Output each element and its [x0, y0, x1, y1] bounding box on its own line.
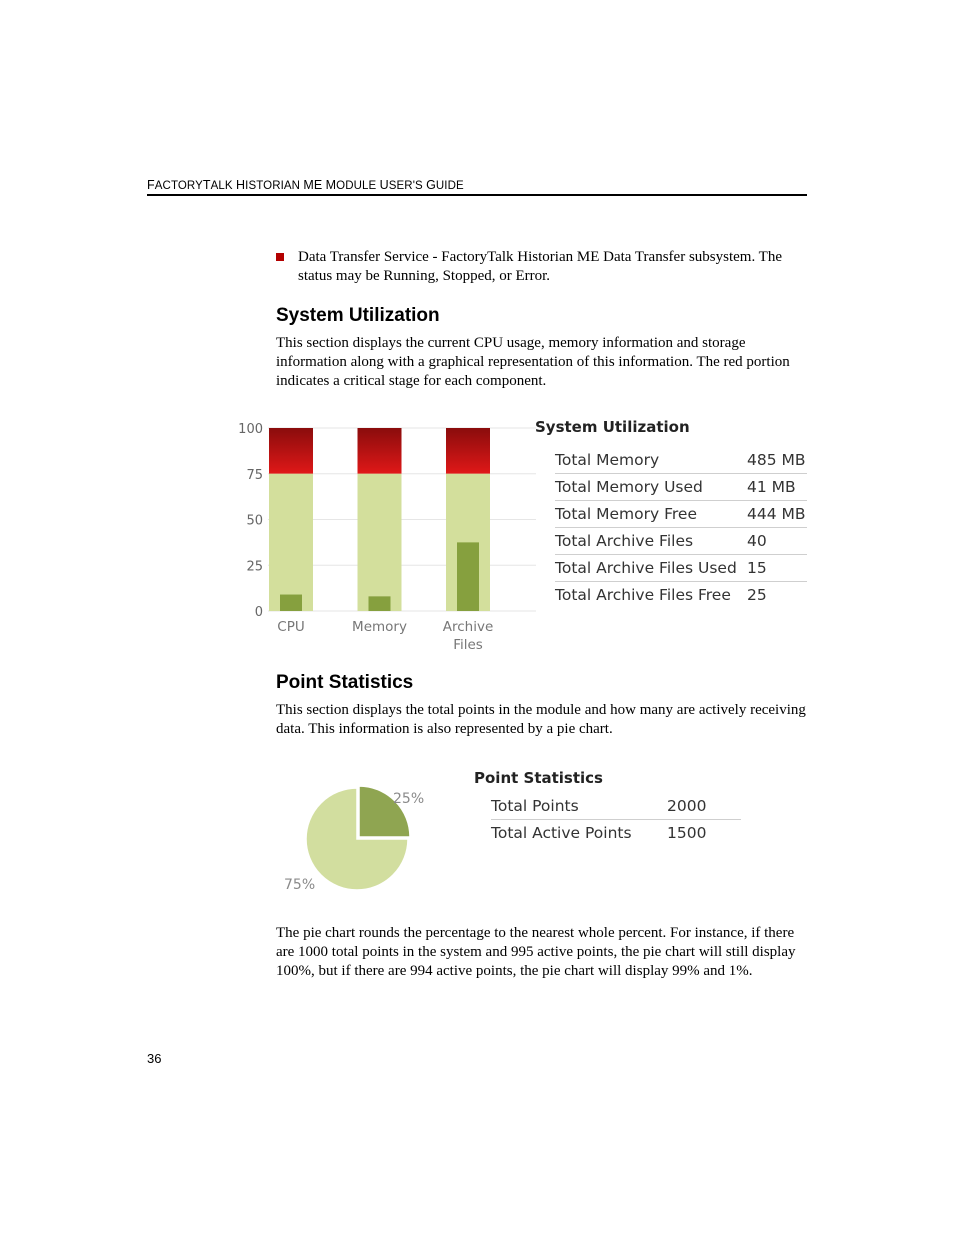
point-statistics-paragraph: This section displays the total points in the module and how many are actively receiving data. This information is also represented by a pie chart. [276, 702, 806, 737]
pie-label: 75% [284, 877, 316, 893]
usage-bar [457, 542, 479, 611]
system-utilization-bar-chart [232, 415, 538, 660]
closing-paragraph: The pie chart rounds the percentage to the nearest whole percent. For instance, if there are 1000 total points in the system and 995 active points, the pie chart will still display 100%, but if there are 994 active points, the pie chart will display 99% and 1%. [276, 925, 796, 979]
system-utilization-label: Total Archive Files [555, 528, 747, 555]
y-tick-label: 100 [238, 422, 263, 437]
system-utilization-label: Total Archive Files Free [555, 586, 731, 604]
usage-bar [280, 595, 302, 611]
running-title: FACTORYTALK HISTORIAN ME MODULE USER'S GUIDE [147, 178, 464, 192]
critical-zone-bar [446, 428, 490, 474]
point-statistics-row [491, 820, 741, 847]
usage-bar [369, 596, 391, 611]
y-tick-label: 25 [246, 559, 263, 575]
bullet-text: Data Transfer Service - FactoryTalk Historian ME Data Transfer subsystem. The status may be Running, Stopped, or Error. [298, 249, 782, 284]
system-utilization-value: 15 [747, 555, 807, 582]
x-tick-label: Memory [352, 619, 407, 635]
system-utilization-value: 444 MB [747, 501, 807, 528]
capacity-bar [358, 474, 402, 611]
point-statistics-row [491, 793, 741, 820]
x-tick-label: CPU [277, 619, 305, 635]
system-utilization-label: Total Memory Free [555, 501, 747, 528]
point-statistics-value: 2000 [667, 793, 741, 820]
point-statistics-label: Total Points [491, 793, 667, 820]
system-utilization-widget-title: System Utilization [535, 418, 690, 436]
point-statistics-label: Total Active Points [491, 824, 632, 842]
system-utilization-paragraph: This section displays the current CPU usage, memory information and storage information along with a graphical representation of this information. The red portion indicates a critical stage for each component. [276, 335, 790, 389]
y-tick-label: 0 [254, 605, 263, 620]
system-utilization-label: Total Memory Used [555, 474, 747, 501]
critical-zone-bar [358, 428, 402, 474]
system-utilization-value: 485 MB [747, 447, 807, 474]
point-statistics-table [491, 793, 741, 846]
system-utilization-row [555, 555, 807, 582]
system-utilization-label: Total Memory [555, 447, 747, 474]
system-utilization-row [555, 501, 807, 528]
point-statistics-widget-title: Point Statistics [474, 769, 603, 787]
page-number: 36 [147, 1051, 162, 1066]
y-tick-label: 50 [246, 513, 263, 529]
bullet-item [276, 248, 806, 286]
x-tick-label: Archive [442, 619, 494, 635]
system-utilization-value: 40 [747, 528, 807, 555]
running-header [147, 178, 807, 196]
point-statistics-heading: Point Statistics [276, 672, 414, 693]
pie-label: 25% [393, 791, 425, 807]
square-bullet-icon [276, 253, 284, 261]
system-utilization-value: 25 [747, 586, 767, 604]
system-utilization-row [555, 528, 807, 555]
system-utilization-row [555, 474, 807, 501]
system-utilization-heading: System Utilization [276, 305, 440, 326]
y-tick-label: 75 [246, 467, 263, 483]
system-utilization-row [555, 582, 807, 609]
critical-zone-bar [269, 428, 313, 474]
system-utilization-table [555, 447, 807, 608]
system-utilization-row [555, 447, 807, 474]
capacity-bar [269, 474, 313, 611]
point-statistics-value: 1500 [667, 824, 707, 842]
x-tick-label: Files [453, 637, 483, 653]
point-statistics-pie-chart [276, 778, 446, 898]
system-utilization-value: 41 MB [747, 474, 807, 501]
system-utilization-label: Total Archive Files Used [555, 555, 747, 582]
